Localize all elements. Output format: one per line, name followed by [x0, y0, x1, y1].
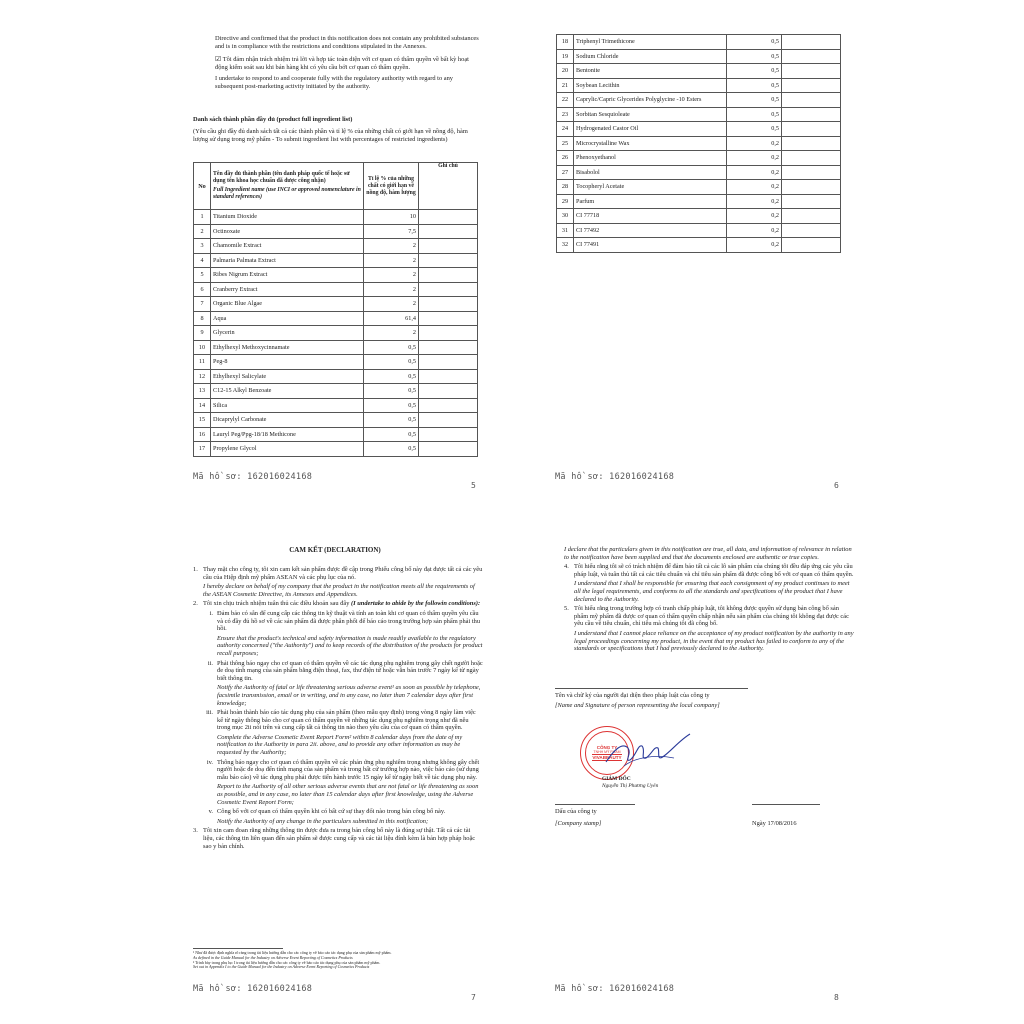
page-number: 6: [834, 481, 839, 490]
page-5: [0, 0, 512, 512]
ingredient-note: [782, 64, 841, 79]
ingredient-note: [782, 78, 841, 93]
row-number: 14: [194, 398, 211, 413]
ingredient-note: [419, 311, 478, 326]
row-number: 24: [557, 122, 574, 137]
ingredient-name: Cranberry Extract: [211, 282, 364, 297]
declaration-item-4-vi: Tôi hiểu rằng tôi sẽ có trách nhiệm để đảm bảo tất cả các lô sản phẩm của chúng tôi đều đáp ứng các yêu cầu pháp luật, và tuân thủ tất cả các tiêu chuẩn và chỉ tiêu sản phẩm đã được công bố với cơ quan có thẩm quyền.: [574, 563, 854, 578]
ingredient-name: Peg-8: [211, 355, 364, 370]
declaration-title: CAM KẾT (DECLARATION): [289, 546, 381, 554]
row-number: 22: [557, 93, 574, 108]
ingredient-note: [782, 223, 841, 238]
table-row: [557, 93, 841, 108]
ingredient-name: Dicaprylyl Carbonate: [211, 413, 364, 428]
ingredient-percent: 2: [364, 282, 419, 297]
ingredient-name: Chamomile Extract: [211, 239, 364, 254]
page-number: 8: [834, 993, 839, 1002]
ingredient-percent: 0,2: [727, 223, 782, 238]
ingredient-percent: 0,5: [364, 427, 419, 442]
ingredient-name: Caprylic/Capric Glycerides Polyglycine -10 Esters: [574, 93, 727, 108]
table-row: [557, 64, 841, 79]
ingredient-note: [782, 93, 841, 108]
ingredient-name: Parfum: [574, 194, 727, 209]
table-row: [557, 122, 841, 137]
row-number: 31: [557, 223, 574, 238]
table-row: [557, 238, 841, 253]
ingredient-name: Silica: [211, 398, 364, 413]
ingredient-note: [419, 442, 478, 457]
ingredient-percent: 0,5: [727, 78, 782, 93]
table-row: [557, 78, 841, 93]
ingredient-name: Hydrogenated Castor Oil: [574, 122, 727, 137]
table-row: [557, 151, 841, 166]
ingredient-note: [782, 107, 841, 122]
table-row: [557, 223, 841, 238]
condition-4-en: Report to the Authority of all other serious adverse events that are not fatal or life threatening as soon as possible, and in any case, no later than 15 calendar days after first knowledge, using the Adverse Cosmetic Event Report Form;: [217, 783, 479, 806]
company-stamp-vi: Dấu của công ty: [555, 808, 597, 815]
ingredient-note: [419, 253, 478, 268]
row-number: 6: [194, 282, 211, 297]
table-row: [557, 165, 841, 180]
ingredient-percent: 10: [364, 210, 419, 225]
ingredient-percent: 0,5: [727, 35, 782, 50]
ingredient-percent: 0,5: [727, 93, 782, 108]
declaration-item-1-vi: Thay mặt cho công ty, tôi xin cam kết sản phẩm được đề cập trong Phiếu công bố này đạt được tất cả các yêu cầu của Hiệp định mỹ phẩm ASEAN và các phụ lục của nó.: [203, 566, 483, 581]
row-number: 28: [557, 180, 574, 195]
ingredient-name: Organic Blue Algae: [211, 297, 364, 312]
signer-title: GIÁM ĐỐC: [602, 776, 631, 782]
row-number: 8: [194, 311, 211, 326]
ingredient-name: Sodium Chloride: [574, 49, 727, 64]
ingredient-note: [419, 340, 478, 355]
row-number: 21: [557, 78, 574, 93]
ingredient-note: [419, 384, 478, 399]
row-number: 23: [557, 107, 574, 122]
table-row: [557, 194, 841, 209]
ingredient-name: Phenoxyethanol: [574, 151, 727, 166]
row-number: 4: [194, 253, 211, 268]
ingredient-note: [782, 35, 841, 50]
table-row: [557, 209, 841, 224]
row-number: 9: [194, 326, 211, 341]
ingredient-note: [782, 49, 841, 64]
section-title: Danh sách thành phần đầy đủ (product full ingredient list): [193, 116, 353, 123]
table-row: [194, 326, 478, 341]
ingredient-percent: 2: [364, 239, 419, 254]
ingredient-percent: 0,2: [727, 194, 782, 209]
declaration-truth-en: I declare that the particulars given in this notification are true, all data, and information of relevance in relation to the notification have been supplied and that the documents enclosed are authentic or true copies.: [564, 546, 852, 561]
row-number: 20: [557, 64, 574, 79]
ingredient-name: Bisabolol: [574, 165, 727, 180]
ingredient-name: Soybean Lecithin: [574, 78, 727, 93]
ingredient-percent: 0,5: [364, 384, 419, 399]
row-number: 11: [194, 355, 211, 370]
condition-3-vi: Phải hoàn thành báo cáo tác dụng phụ của sản phẩm (theo mẫu quy định) trong vòng 8 ngày làm việc kể từ ngày thông báo cho cơ quan có thẩm quyền về những tác dụng phụ nghiêm trọng như đã nêu trong mục 2ii nói trên và cung cấp tất cả thông tin nào theo yêu cầu của cơ quan có thẩm quyền.: [217, 709, 476, 732]
col-percent: Tỉ lệ % của những chất có giới hạn về nồng độ, hàm lượng: [364, 163, 419, 210]
table-row: [557, 49, 841, 64]
ingredient-percent: 0,2: [727, 180, 782, 195]
ingredient-name: CI 77492: [574, 223, 727, 238]
company-stamp-en: [Company stamp]: [555, 820, 602, 827]
ingredient-name: Titanium Dioxide: [211, 210, 364, 225]
ingredient-name: Bentonite: [574, 64, 727, 79]
declaration-item-3-vi: Tôi xin cam đoan rằng những thông tin được đưa ra trong bản công bố này là đúng sự thật. Tất cả các tài liệu, các thông tin liên quan đến sản phẩm sẽ được cung cấp và các tài liệu đính kèm là bản hợp pháp hoặc sao y bản chính.: [203, 827, 476, 850]
ingredient-note: [419, 326, 478, 341]
intro-text: Directive and confirmed that the product in this notification does not contain any prohibited substances and is in compliance with the restrictions and conditions stipulated in the Annexes.: [215, 35, 479, 50]
ingredient-note: [419, 398, 478, 413]
document-id: Mã hồ sơ: 162016024168: [193, 984, 313, 994]
ingredient-name: Ethylhexyl Salicylate: [211, 369, 364, 384]
ingredient-percent: 0,5: [364, 369, 419, 384]
table-row: [194, 384, 478, 399]
condition-5-vi: Công bố với cơ quan có thẩm quyền khi có bất cứ sự thay đổi nào trong bản công bố này.: [217, 808, 446, 816]
ingredient-note: [419, 413, 478, 428]
ingredient-name: Microcrystalline Wax: [574, 136, 727, 151]
row-number: 17: [194, 442, 211, 457]
table-row: [194, 369, 478, 384]
page-7: CAM KẾT (DECLARATION) 1. Thay mặt cho công ty, tôi xin cam kết sản phẩm được đề cập trong Phiếu công bố này đạt được tất cả các yêu cầu của Hiệp định mỹ phẩm ASEAN và các phụ lục của nó. I hereby declare on behalf of my company that the product in the notification meets all the requirements of the ASEAN Cosmetic Directive, its Annexes and Appendices. 2. Tôi xin chịu trách nhiệm tuân thủ các điều khoản sau đây (I undertake to abide by the followin conditions): i. Đảm bảo có sẵn để cung cấp các thông tin kỹ thuật và tính an toàn khi cơ quan có thẩm quyền yêu cầu và có đầy đủ hồ sơ về các sản phẩm đã được phân phối để báo cáo trong trường hợp sản phẩm phải thu hồi. Ensure that the product's technical and safety information is made readily available to the regulatory authority concerned ("the Authority") and to keep records of the distribution of the products for product recall purposes; ii. Phải thông báo ngay cho cơ quan có thẩm quyền về các tác dụng phụ nghiêm trọng gây chết người hoặc đe doạ tính mạng của sản phẩm bằng điện thoại, fax, thư điện tử hoặc văn bản trước 7 ngày kể từ ngày biết thông tin. Notify the Authority of fatal or life threatening serious adverse event¹ as soon as possible by telephone, facsimile transmission, email or in writing, and in any case, no later than 7 calendar days after first knowledge; iii. Phải hoàn thành báo cáo tác dụng phụ của sản phẩm (theo mẫu quy định) trong vòng 8 ngày làm việc kể từ ngày thông báo cho cơ quan có thẩm quyền về những tác dụng phụ nghiêm trọng như đã nêu trong mục 2ii nói trên và cung cấp tất cả thông tin nào theo yêu cầu của cơ quan có thẩm quyền. Complete the Adverse Cosmetic Event Report Form² within 8 calendar days from the date of my notification to the Authority in para 2ii. above, and to provide any other information as may be requested by the Authority; iv. Thông báo ngay cho cơ quan có thẩm quyền về các phản ứng phụ nghiêm trọng nhưng không gây chết người hoặc đe doạ đến tính mạng của sản phẩm và trong bất cứ trường hợp nào, việc báo cáo (sử dụng mẫu báo cáo) về tác dụng phụ phải được tiến hành trước 15 ngày kể từ ngày biết về tác dụng phụ này. Report to the Authority of all other serious adverse events that are not fatal or life threatening as soon as possible, and in any case, no later than 15 calendar days after first knowledge, using the Adverse Cosmetic Event Report Form; v. Công bố với cơ quan có thẩm quyền khi có bất cứ sự thay đổi nào trong bản công bố này. Notify the Authority of any change in the particulars submitted in this notification; 3. Tôi xin cam đoan rằng những thông tin được đưa ra trong bản công bố này là đúng sự thật. Tất cả các tài liệu, các thông tin liên quan đến sản phẩm sẽ được cung cấp và các tài liệu đính kèm là bản hợp pháp hoặc sao y bản chính. ¹ Như đã được định nghĩa rõ ràng trong tài liệu hướng dẫn cho các công ty về báo cáo tác dụng phụ của sản phẩm mỹ phẩm. As defined in the Guide Manual for the Industry on Adverse Event Reporting of Cosmetics Products ² Trình bày trong phụ lục I trong tài liệu hướng dẫn cho các công ty về báo cáo tác dụng phụ của sản phẩm mỹ phẩm. Set out in Appendix I to the Guide Manual for the Industry on Adverse Event Reporting of Cosmetics Products Mã hồ sơ: 162016024168 7: [0, 512, 512, 1024]
table-row: [557, 35, 841, 50]
ingredient-note: [419, 210, 478, 225]
declaration-item-1-en: I hereby declare on behalf of my company that the product in the notification meets all the requirements of the ASEAN Cosmetic Directive, its Annexes and Appendices.: [203, 583, 475, 598]
signature-mark: [604, 728, 694, 774]
table-row: [194, 297, 478, 312]
document-id: Mã hồ sơ: 162016024168: [193, 472, 313, 482]
ingredient-name: Tocopheryl Acetate: [574, 180, 727, 195]
row-number: 3: [194, 239, 211, 254]
ingredient-note: [782, 194, 841, 209]
ingredient-note: [419, 427, 478, 442]
ingredient-percent: 2: [364, 297, 419, 312]
row-number: 18: [557, 35, 574, 50]
ingredient-note: [419, 282, 478, 297]
ingredient-note: [782, 122, 841, 137]
row-number: 2: [194, 224, 211, 239]
page-6: [512, 0, 1024, 512]
table-row: [557, 107, 841, 122]
row-number: 25: [557, 136, 574, 151]
page-number: 7: [471, 993, 476, 1002]
ingredient-name: Lauryl Peg/Ppg-18/18 Methicone: [211, 427, 364, 442]
ingredient-name: Triphenyl Trimethicone: [574, 35, 727, 50]
company-seal: CÔNG TY TNHH MỸ PHẨM VIVABEAUTY: [580, 726, 634, 780]
ingredient-percent: 61,4: [364, 311, 419, 326]
row-number: 5: [194, 268, 211, 283]
table-row: [194, 427, 478, 442]
table-row: [557, 136, 841, 151]
ingredient-table: [193, 162, 478, 457]
footnotes: ¹ Như đã được định nghĩa rõ ràng trong tài liệu hướng dẫn cho các công ty về báo cáo tác dụng phụ của sản phẩm mỹ phẩm. As defined in the Guide Manual for the Industry on Adverse Event Reporting of Cosmetics Products ² Trình bày trong phụ lục I trong tài liệu hướng dẫn cho các công ty về báo cáo tác dụng phụ của sản phẩm mỹ phẩm. Set out in Appendix I to the Guide Manual for the Industry on Adverse Event Reporting of Cosmetics Products: [193, 950, 392, 970]
document-id: Mã hồ sơ: 162016024168: [555, 472, 675, 482]
col-note: Ghi chú: [419, 163, 478, 210]
table-row: [194, 239, 478, 254]
condition-1-vi: Đảm bảo có sẵn để cung cấp các thông tin kỹ thuật và tính an toàn khi cơ quan có thẩm quyền yêu cầu và có đầy đủ hồ sơ về các sản phẩm đã được phân phối để báo cáo trong trường hợp sản phẩm phải thu hồi.: [217, 609, 481, 633]
ingredient-note: [419, 369, 478, 384]
table-row: [194, 398, 478, 413]
row-number: 26: [557, 151, 574, 166]
col-name: Tên đầy đủ thành phần (tên danh pháp quốc tế hoặc sử dụng tên khoa học chuẩn đã được công nhận) Full Ingredient name (use INCI or approved nomenclature in standard references): [211, 163, 364, 210]
ingredient-percent: 0,2: [727, 151, 782, 166]
page-8: I declare that the particulars given in this notification are true, all data, and information of relevance in relation to the notification have been supplied and that the documents enclosed are authentic or true copies. 4. Tôi hiểu rằng tôi sẽ có trách nhiệm để đảm bảo tất cả các lô sản phẩm của chúng tôi đều đáp ứng các yêu cầu pháp luật, và tuân thủ tất cả các tiêu chuẩn và chỉ tiêu sản phẩm đã được công bố với cơ quan có thẩm quyền. I understand that I shall be responsible for ensuring that each consignment of my product continues to meet all the legal requirements, and conforms to all the standards and specifications of the product that I have declared to the Authority. 5. Tôi hiểu rằng trong trường hợp có tranh chấp pháp luật, tôi không được quyền sử dụng bản công bố sản phẩm mỹ phẩm đã được cơ quan có thẩm quyền chấp nhận nếu sản phẩm của chúng tôi không đạt được các yêu cầu về tiêu chuẩn, chỉ tiêu mà chúng tôi đã công bố. I understand that I cannot place reliance on the acceptance of my product notification by the authority in any legal proceedings concerning my product, in the event that my product has failed to conform to any of the standards or specifications that I had previously declared to the Authority. Tên và chữ ký của người đại diện theo pháp luật của công ty [Name and Signature of person representing the local company] CÔNG TY TNHH MỸ PHẨM VIVABEAUTY GIÁM ĐỐC Nguyễn Thị Phương Uyên Dấu của công ty [Company stamp] Ngày 17/08/2016 Mã hồ sơ: 162016024168 8: [512, 512, 1024, 1024]
ingredient-percent: 0,5: [727, 64, 782, 79]
table-row: [194, 442, 478, 457]
ingredient-percent: 2: [364, 326, 419, 341]
ingredient-percent: 0,5: [727, 49, 782, 64]
document-id: Mã hồ sơ: 162016024168: [555, 984, 675, 994]
row-number: 30: [557, 209, 574, 224]
row-number: 27: [557, 165, 574, 180]
page-number: 5: [471, 481, 476, 490]
table-row: [194, 210, 478, 225]
ingredient-note: [782, 165, 841, 180]
ingredient-name: Ethylhexyl Methoxycinnamate: [211, 340, 364, 355]
condition-2-vi: Phải thông báo ngay cho cơ quan có thẩm quyền về các tác dụng phụ nghiêm trọng gây chết người hoặc đe doạ tính mạng của sản phẩm bằng điện thoại, fax, thư điện tử hoặc văn bản trước 7 ngày kể từ ngày biết thông tin.: [217, 659, 483, 682]
declaration-item-5-vi: Tôi hiểu rằng trong trường hợp có tranh chấp pháp luật, tôi không được quyền sử dụng bản công bố sản phẩm mỹ phẩm đã được cơ quan có thẩm quyền chấp nhận nếu sản phẩm của chúng tôi không đạt được các yêu cầu về tiêu chuẩn, chỉ tiêu mà chúng tôi đã công bố.: [574, 605, 849, 628]
ingredient-name: Palmaria Palmata Extract: [211, 253, 364, 268]
table-row: [194, 413, 478, 428]
col-no: No: [194, 163, 211, 210]
ingredient-name: Propylene Glycol: [211, 442, 364, 457]
signature-label-en: [Name and Signature of person representing the local company]: [555, 702, 720, 709]
ingredient-note: [782, 209, 841, 224]
ingredient-percent: 7,5: [364, 224, 419, 239]
ingredient-name: Octinoxate: [211, 224, 364, 239]
ingredient-note: [419, 297, 478, 312]
table-row: [194, 355, 478, 370]
ingredient-note: [782, 151, 841, 166]
row-number: 10: [194, 340, 211, 355]
signing-date: Ngày 17/08/2016: [752, 820, 797, 827]
ingredient-percent: 0,5: [364, 398, 419, 413]
declaration-item-2: Tôi xin chịu trách nhiệm tuân thủ các điều khoản sau đây (I undertake to abide by the followin conditions):: [203, 600, 481, 608]
declaration-item-4-en: I understand that I shall be responsible for ensuring that each consignment of my product continues to meet all the legal requirements, and conforms to all the standards and specifications of the product that I have declared to the Authority.: [574, 580, 850, 603]
ingredient-percent: 0,2: [727, 136, 782, 151]
ingredient-table-continued: [556, 34, 841, 253]
ingredient-name: C12-15 Alkyl Benzoate: [211, 384, 364, 399]
condition-1-en: Ensure that the product's technical and safety information is made readily available to the regulatory authority concerned ("the Authority") and to keep records of the distribution of the products for product recall purposes;: [217, 634, 483, 657]
row-number: 16: [194, 427, 211, 442]
table-row: [194, 282, 478, 297]
signature-label-vi: Tên và chữ ký của người đại diện theo pháp luật của công ty: [555, 692, 710, 699]
ingredient-percent: 0,5: [727, 122, 782, 137]
ingredient-note: [419, 224, 478, 239]
ingredient-note: [782, 238, 841, 253]
row-number: 13: [194, 384, 211, 399]
table-row: [194, 268, 478, 283]
row-number: 32: [557, 238, 574, 253]
ingredient-percent: 2: [364, 253, 419, 268]
table-row: [194, 311, 478, 326]
signer-name: Nguyễn Thị Phương Uyên: [602, 783, 659, 789]
condition-3-en: Complete the Adverse Cosmetic Event Report Form² within 8 calendar days from the date of my notification to the Authority in para 2ii. above, and to provide any other information as may be requested by the Authority;: [217, 733, 463, 757]
ingredient-name: Aqua: [211, 311, 364, 326]
ingredient-name: CI 77491: [574, 238, 727, 253]
condition-4-vi: Thông báo ngay cho cơ quan có thẩm quyền về các phản ứng phụ nghiêm trọng nhưng không gây chết người hoặc đe doạ đến tính mạng của sản phẩm và trong bất cứ trường hợp nào, việc báo cáo (sử dụng mẫu báo cáo) về tác dụng phụ phải được tiến hành trước 15 ngày kể từ ngày biết về tác dụng phụ này.: [217, 758, 480, 781]
ingredient-name: Glycerin: [211, 326, 364, 341]
ingredient-note: [782, 180, 841, 195]
checkbox-icon[interactable]: ☑: [215, 55, 222, 64]
ingredient-note: [419, 268, 478, 283]
ingredient-percent: 2: [364, 268, 419, 283]
ingredient-percent: 0,5: [364, 413, 419, 428]
commitment-vi: ☑ Tôi đảm nhận trách nhiệm trả lời và hợp tác toàn diện với cơ quan có thẩm quyền về bất kỳ hoạt động kiểm soát sau khi bán hàng khi có yêu cầu bởi cơ quan có thẩm quyền.: [215, 55, 469, 71]
date-line: [752, 804, 820, 805]
ingredient-note: [419, 239, 478, 254]
row-number: 12: [194, 369, 211, 384]
ingredient-percent: 0,5: [364, 355, 419, 370]
table-row: [194, 253, 478, 268]
table-row: [194, 224, 478, 239]
ingredient-name: CI 77718: [574, 209, 727, 224]
table-row: [557, 180, 841, 195]
ingredient-percent: 0,5: [727, 107, 782, 122]
ingredient-percent: 0,2: [727, 238, 782, 253]
ingredient-name: Sorbitan Sesquioleate: [574, 107, 727, 122]
row-number: 29: [557, 194, 574, 209]
footnote-divider: [193, 948, 283, 949]
ingredient-percent: 0,5: [364, 442, 419, 457]
signature-line: [555, 688, 748, 689]
ingredient-percent: 0,5: [364, 340, 419, 355]
row-number: 7: [194, 297, 211, 312]
row-number: 1: [194, 210, 211, 225]
ingredient-name: Ribes Nigrum Extract: [211, 268, 364, 283]
condition-5-en: Notify the Authority of any change in the particulars submitted in this notification;: [217, 817, 429, 825]
ingredient-note: [782, 136, 841, 151]
stamp-line: [555, 804, 635, 805]
condition-2-en: Notify the Authority of fatal or life threatening serious adverse event¹ as soon as possible by telephone, facsimile transmission, email or in writing, and in any case, no later than 7 calendar days after first knowledge;: [217, 684, 481, 707]
section-description: (Yêu cầu ghi đầy đủ danh sách tất cả các thành phần và tỉ lệ % của những chất có giới hạn về nồng độ, hàm lượng sử dụng trong mỹ phẩm - To submit ingredient list with percentages of restricted ingredients): [193, 128, 468, 143]
row-number: 19: [557, 49, 574, 64]
commitment-en: I undertake to respond to and cooperate fully with the regulatory authority with regard to any subsequent post-marketing activity initiated by the authority.: [215, 75, 453, 90]
ingredient-percent: 0,2: [727, 209, 782, 224]
declaration-item-5-en: I understand that I cannot place reliance on the acceptance of my product notification by the authority in any legal proceedings concerning my product, in the event that my product has failed to conform to any of the standards or specifications that I had previously declared to the Authority.: [574, 629, 854, 653]
table-row: [194, 340, 478, 355]
ingredient-note: [419, 355, 478, 370]
ingredient-percent: 0,2: [727, 165, 782, 180]
row-number: 15: [194, 413, 211, 428]
